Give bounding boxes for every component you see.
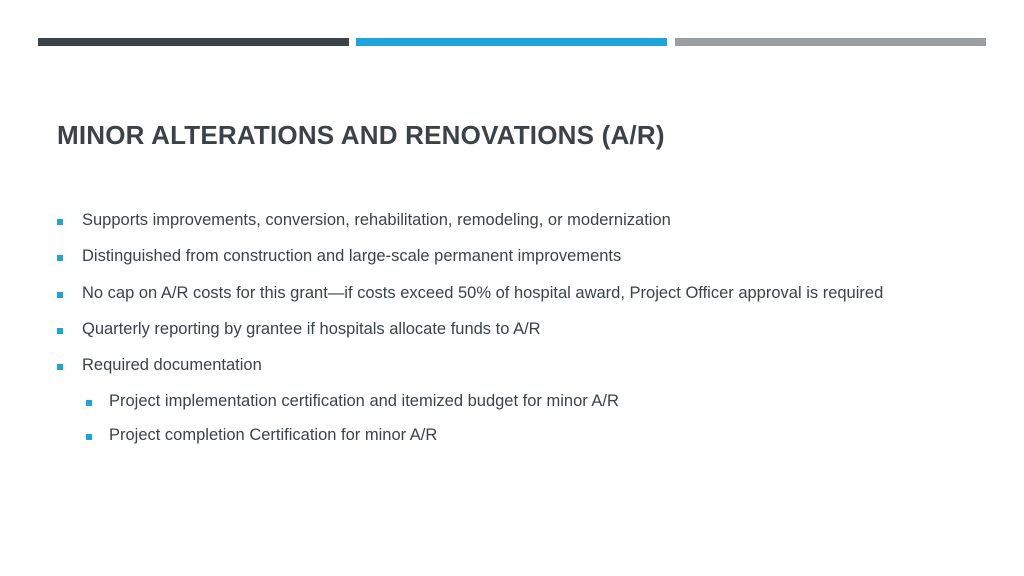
accent-bar-gray <box>675 38 986 46</box>
accent-bar-dark <box>38 38 349 46</box>
bullet-text: Distinguished from construction and large-scale permanent improvements <box>82 247 622 265</box>
square-bullet-icon <box>57 364 63 370</box>
slide-title: MINOR ALTERATIONS AND RENOVATIONS (A/R) <box>57 120 665 150</box>
square-bullet-icon <box>57 219 63 225</box>
bullet-text: No cap on A/R costs for this grant—if costs exceed 50% of hospital award, Project Officer approval is required <box>82 284 884 302</box>
square-bullet-icon <box>57 255 63 261</box>
accent-bar-blue <box>356 38 667 46</box>
sub-bullet-text: Project completion Certification for minor A/R <box>109 426 438 444</box>
square-bullet-icon <box>57 292 63 298</box>
square-bullet-icon <box>86 434 92 440</box>
sub-bullet-text: Project implementation certification and itemized budget for minor A/R <box>109 392 619 410</box>
bullet-text: Quarterly reporting by grantee if hospitals allocate funds to A/R <box>82 320 541 338</box>
bullet-text: Required documentation <box>82 356 262 374</box>
square-bullet-icon <box>57 328 63 334</box>
bullet-text: Supports improvements, conversion, rehabilitation, remodeling, or modernization <box>82 211 671 229</box>
square-bullet-icon <box>86 400 92 406</box>
